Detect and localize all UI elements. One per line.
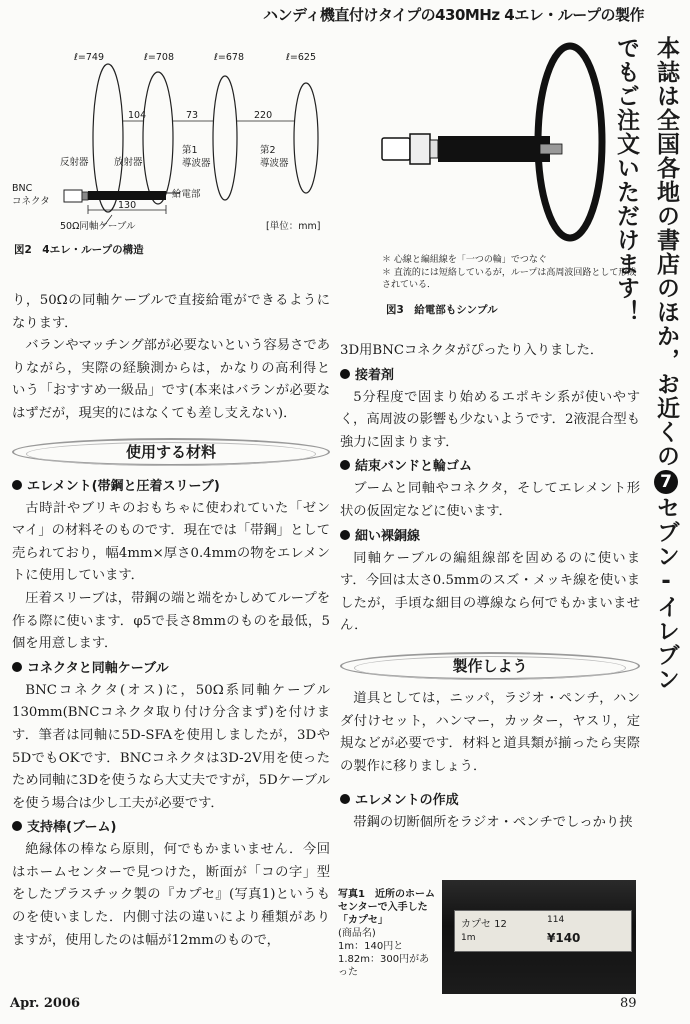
bullet-icon (340, 530, 350, 540)
section-title: 使用する材料 (125, 442, 216, 461)
section-banner-materials (12, 432, 330, 474)
bnc-label: BNC コネクタ (12, 183, 50, 207)
paragraph: 同軸ケーブルの編組線部を固めるのに使います．今回は太さ0.5mmのスズ・メッキ線を使いましたが，手頃な細目の導線なら何でもかまいません． (340, 550, 640, 634)
figure-3-caption: 図3 給電部もシンプル (386, 304, 498, 316)
page-number: 89 (620, 996, 637, 1011)
photo-1-caption (338, 888, 438, 979)
paragraph: ブームと同軸やコネクタ，そしてエレメント形状の仮固定などに使います． (340, 481, 640, 519)
figure-2-caption: 図2 4エレ・ループの構造 (14, 244, 144, 256)
photo-1-title: 写真1 近所のホームセンターで入手した「カプセ」 (338, 889, 435, 926)
side-ad-text-before: 本誌は全国各地の書店のほか，お近くの (653, 36, 679, 468)
element-label-director2: 第2 導波器 (260, 145, 289, 169)
figure-3-note-1: ＊ 心線と編組線を「一つの輪」でつなぐ (382, 255, 547, 265)
paragraph: バランやマッチング部が必要ないという容易さでありながら，実際の経験測からは，かなりの高利得という「おすすめ一級品」です(本来はバランが必要なはずだが，現実的にはなくても差し支えない)． (12, 338, 330, 421)
feed-label: 給電部 (172, 189, 201, 200)
subheading-text: エレメント(帯鋼と圧着スリーブ) (27, 478, 220, 494)
length-label-reflector: ℓ=749 (74, 52, 105, 63)
bullet-icon (12, 480, 22, 490)
coax-length-label: 130 (118, 200, 137, 211)
subheading (12, 658, 330, 680)
photo-1-subtitle: (商品名) (338, 928, 376, 939)
subheading-text: 接着剤 (355, 367, 395, 383)
side-advertisement (613, 36, 686, 696)
unit-label: [単位：mm] (266, 221, 321, 232)
radiator-loop (143, 72, 173, 204)
tag-price: ¥140 (547, 931, 581, 945)
paragraph: 3D用BNCコネクタがぴったり入りました． (340, 343, 604, 358)
tag-code: 114 (547, 915, 565, 925)
subheading (340, 790, 640, 812)
seven-eleven-logo-icon: 7 (656, 471, 676, 493)
section-title: 製作しよう (452, 656, 528, 675)
subheading-text: コネクタと同軸ケーブル (27, 660, 169, 676)
side-ad-brand: セブン-イレブン (653, 496, 679, 691)
section-banner-build (340, 646, 640, 688)
photo-1-block (338, 880, 638, 998)
bnc-plug-shape (382, 138, 410, 160)
subheading (12, 476, 330, 498)
subheading (340, 456, 640, 478)
paragraph: BNCコネクタ(オス)に，50Ω系同軸ケーブル130mm(BNCコネクタ取り付け分含まず)を付けます．筆者は同軸に5D-SFAを使用しましたが，3Dや5DでもOKです．BNCコネクタは3D-2V用を使ったため同軸に3Dを使うなら大丈夫ですが，5Dケーブルを使う場合は少し工夫が必要です． (12, 682, 330, 811)
left-column (12, 290, 330, 952)
paragraph: 道具としては，ニッパ，ラジオ・ペンチ，ハンダ付けセット，ハンマー，カッター，ヤスリ，定規などが必要です．材料と道具類が揃ったら実際の製作に移りましょう． (340, 690, 640, 774)
loop-structure-diagram (4, 40, 334, 240)
paragraph: 帯鋼の切断個所をラジオ・ペンチでしっかり挟 (353, 815, 633, 831)
bullet-icon (340, 460, 350, 470)
subheading-text: 結束バンドと輪ゴム (355, 459, 473, 475)
bullet-icon (340, 794, 350, 804)
figure-3-note-2: ＊ 直流的には短絡しているが，ループは高周波回路として形成されている． (382, 268, 637, 290)
director2-loop (294, 83, 318, 193)
figure-2 (4, 40, 334, 260)
element-label-director1: 第1 導波器 (182, 145, 211, 169)
issue-date: Apr. 2006 (10, 996, 81, 1011)
paragraph: 絶縁体の棒なら原則，何でもかまいません．今回はホームセンターで見つけた，断面が「コの字」型をしたプラスチック製の『カプセ』(写真1)というものを使いました．内側寸法の違いにより種類がありますが，使用したのは幅が12mmのもので， (12, 842, 330, 948)
coax-label: 50Ω同軸ケーブル (60, 221, 136, 232)
subheading (12, 817, 330, 839)
bullet-icon (340, 369, 350, 379)
bullet-icon (12, 662, 22, 672)
running-header: ハンディ機直付けタイプの430MHz 4エレ・ループの製作 (263, 6, 644, 24)
product-tag (454, 910, 632, 952)
feed-point-illustration (370, 40, 645, 245)
subheading-text: 支持棒(ブーム) (27, 820, 117, 836)
director1-loop (213, 76, 237, 200)
paragraph: 古時計やブリキのおもちゃに使われていた「ゼンマイ」の材料そのものです．現在では「帯鋼」として売られており，幅4mm×厚さ0.4mmの物をエレメントに使用しています． (12, 500, 330, 584)
element-label-reflector: 反射器 (60, 157, 89, 168)
paragraph: 圧着スリーブは，帯鋼の端と端をかしめてループを作る際に使います．φ5で長さ8mmのものを最低，5個を用意します． (12, 590, 330, 652)
reflector-loop (93, 64, 123, 212)
length-label-director1: ℓ=678 (214, 52, 245, 63)
subheading (340, 365, 640, 387)
paragraph: 5分程度で固まり始めるエポキシ系が使いやすく，高周波の影響も少ないようです．2液混合型も強力に固まります． (340, 389, 640, 450)
tag-size: 1m (461, 933, 476, 943)
bnc-connector-shape (64, 190, 82, 202)
side-ad-text-after: でもご注文いただけます！ (613, 36, 639, 324)
figure-3 (370, 40, 645, 320)
subheading (340, 526, 640, 548)
spacing-label-1: 104 (128, 110, 147, 121)
subheading-text: 細い裸銅線 (355, 528, 421, 544)
length-label-director2: ℓ=625 (286, 52, 317, 63)
coax-shape (438, 136, 550, 162)
element-label-radiator: 放射器 (114, 157, 143, 168)
right-column (340, 340, 640, 835)
photo-1-image (442, 880, 636, 994)
coax-cable-shape (88, 191, 166, 200)
bullet-icon (12, 821, 22, 831)
spacing-label-2: 73 (186, 110, 199, 121)
tag-name: カプセ 12 (461, 919, 507, 930)
photo-1-price: 1m：140円と1.82m：300円があった (338, 941, 430, 978)
length-label-radiator: ℓ=708 (144, 52, 175, 63)
subheading-text: エレメントの作成 (355, 793, 459, 809)
paragraph: り，50Ωの同軸ケーブルで直接給電ができるようになります． (12, 293, 330, 331)
spacing-label-3: 220 (254, 110, 273, 121)
